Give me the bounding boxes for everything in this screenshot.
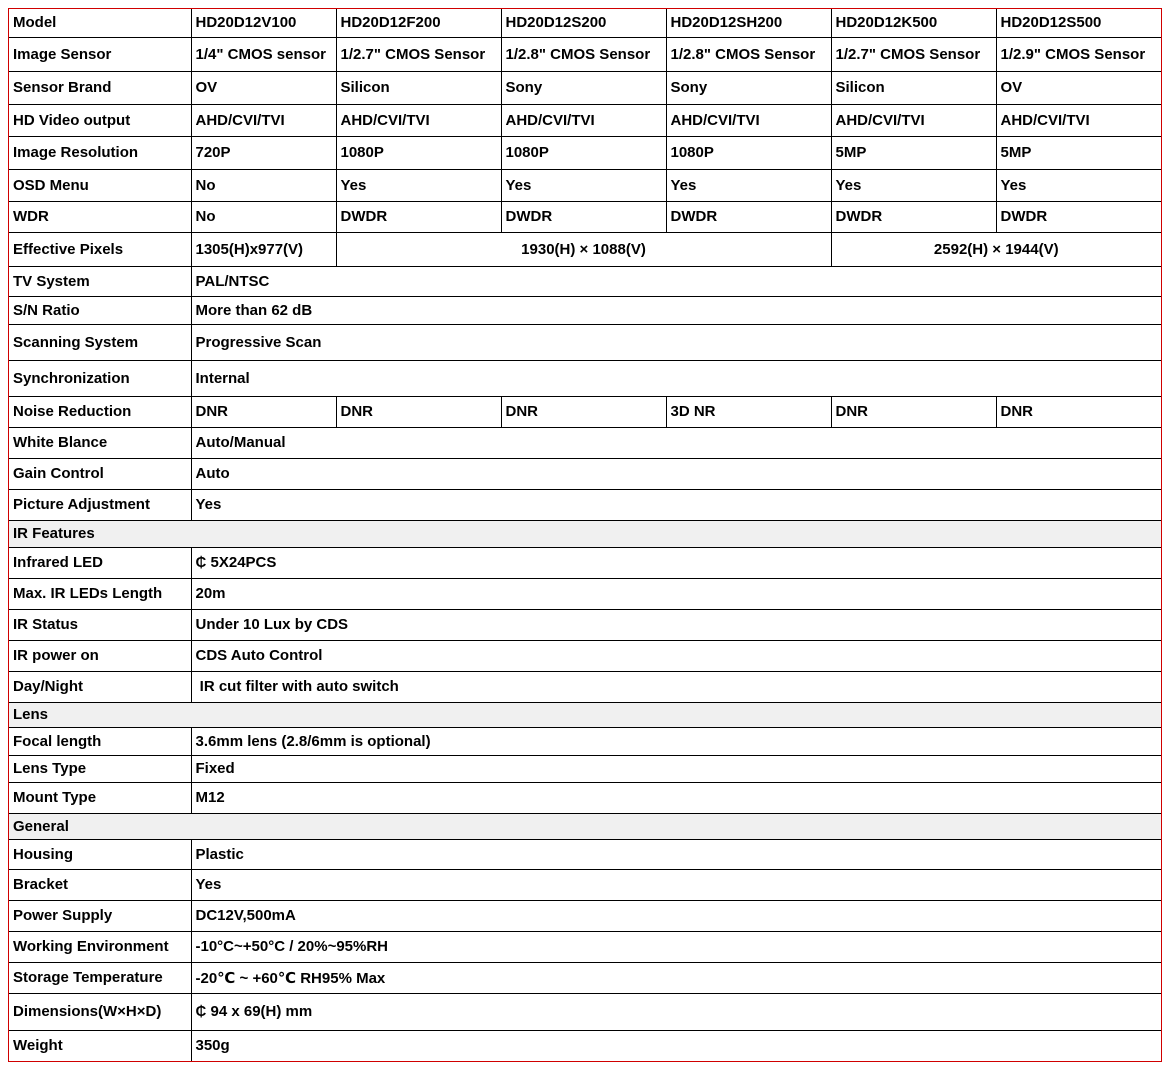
image-sensor-row [9, 37, 1161, 71]
value-cell: DWDR [336, 201, 501, 232]
section-ir-features [9, 520, 1161, 547]
value-cell: 5MP [831, 136, 996, 169]
value-cell: Yes [191, 869, 1161, 900]
row-label: Image Sensor [9, 37, 191, 71]
model-cell: HD20D12S200 [501, 9, 666, 37]
model-cell: HD20D12S500 [996, 9, 1161, 37]
value-cell: DNR [501, 396, 666, 427]
value-cell: 1/2.9" CMOS Sensor [996, 37, 1161, 71]
value-cell: Yes [501, 169, 666, 201]
row-label: Picture Adjustment [9, 489, 191, 520]
mount-type-row [9, 782, 1161, 813]
gain-control-row [9, 458, 1161, 489]
value-cell: 1/4" CMOS sensor [191, 37, 336, 71]
row-label: Image Resolution [9, 136, 191, 169]
value-cell: DC12V,500mA [191, 900, 1161, 931]
header-row [9, 9, 1161, 37]
value-cell: DNR [996, 396, 1161, 427]
picture-adjustment-row [9, 489, 1161, 520]
row-label: Dimensions(W×H×D) [9, 993, 191, 1030]
model-cell: HD20D12F200 [336, 9, 501, 37]
working-environment-row [9, 931, 1161, 962]
housing-row [9, 839, 1161, 869]
value-cell: AHD/CVI/TVI [501, 104, 666, 136]
value-cell: Silicon [831, 71, 996, 104]
row-label: White Blance [9, 427, 191, 458]
white-balance-row [9, 427, 1161, 458]
value-cell: 3.6mm lens (2.8/6mm is optional) [191, 727, 1161, 755]
lens-type-row [9, 755, 1161, 782]
row-label: Bracket [9, 869, 191, 900]
synchronization-row [9, 360, 1161, 396]
section-heading: Lens [9, 702, 1161, 727]
value-cell: DWDR [666, 201, 831, 232]
spec-sheet [8, 8, 1162, 1062]
row-label: Working Environment [9, 931, 191, 962]
section-lens [9, 702, 1161, 727]
effective-pixels-row [9, 232, 1161, 266]
model-cell: HD20D12V100 [191, 9, 336, 37]
value-cell: Yes [191, 489, 1161, 520]
row-label: Storage Temperature [9, 962, 191, 993]
section-heading: IR Features [9, 520, 1161, 547]
value-cell: OV [191, 71, 336, 104]
value-cell: 1080P [501, 136, 666, 169]
row-label: S/N Ratio [9, 296, 191, 324]
value-cell: DNR [831, 396, 996, 427]
value-cell: DWDR [501, 201, 666, 232]
row-label: Housing [9, 839, 191, 869]
value-cell: CDS Auto Control [191, 640, 1161, 671]
value-cell: AHD/CVI/TVI [191, 104, 336, 136]
row-label: OSD Menu [9, 169, 191, 201]
value-cell: AHD/CVI/TVI [336, 104, 501, 136]
value-cell: DWDR [831, 201, 996, 232]
row-label: Lens Type [9, 755, 191, 782]
value-cell: Auto/Manual [191, 427, 1161, 458]
focal-length-row [9, 727, 1161, 755]
value-cell: AHD/CVI/TVI [996, 104, 1161, 136]
row-label: Gain Control [9, 458, 191, 489]
spec-table [9, 9, 1161, 1061]
sensor-brand-row [9, 71, 1161, 104]
value-cell: 1/2.8" CMOS Sensor [666, 37, 831, 71]
row-label: IR power on [9, 640, 191, 671]
hd-video-output-row [9, 104, 1161, 136]
image-resolution-row [9, 136, 1161, 169]
power-supply-row [9, 900, 1161, 931]
value-cell: PAL/NTSC [191, 266, 1161, 296]
row-label: Mount Type [9, 782, 191, 813]
value-cell: Yes [831, 169, 996, 201]
value-cell: Internal [191, 360, 1161, 396]
value-cell: Fixed [191, 755, 1161, 782]
row-label: IR Status [9, 609, 191, 640]
row-label: Synchronization [9, 360, 191, 396]
value-cell: Under 10 Lux by CDS [191, 609, 1161, 640]
value-cell: DNR [336, 396, 501, 427]
merged-value-cell: 1930(H) × 1088(V) [336, 232, 831, 266]
bracket-row [9, 869, 1161, 900]
value-cell: Yes [336, 169, 501, 201]
section-heading: General [9, 813, 1161, 839]
sn-ratio-row [9, 296, 1161, 324]
value-cell: No [191, 201, 336, 232]
row-label: Scanning System [9, 324, 191, 360]
value-cell: IR cut filter with auto switch [191, 671, 1161, 702]
value-cell: 1/2.8" CMOS Sensor [501, 37, 666, 71]
value-cell: ₵ 94 x 69(H) mm [191, 993, 1161, 1030]
model-cell: HD20D12SH200 [666, 9, 831, 37]
value-cell: 1305(H)x977(V) [191, 232, 336, 266]
value-cell: 20m [191, 578, 1161, 609]
value-cell: Auto [191, 458, 1161, 489]
value-cell: No [191, 169, 336, 201]
ir-power-on-row [9, 640, 1161, 671]
value-cell: 3D NR [666, 396, 831, 427]
value-cell: DNR [191, 396, 336, 427]
value-cell: 1080P [666, 136, 831, 169]
dimensions-row [9, 993, 1161, 1030]
value-cell: Yes [996, 169, 1161, 201]
value-cell: AHD/CVI/TVI [666, 104, 831, 136]
storage-temperature-row [9, 962, 1161, 993]
row-label: Weight [13, 1037, 63, 1055]
model-cell: HD20D12K500 [831, 9, 996, 37]
value-cell: DWDR [996, 201, 1161, 232]
value-cell: 5MP [996, 136, 1161, 169]
row-label: Sensor Brand [9, 71, 191, 104]
row-label: TV System [9, 266, 191, 296]
value-cell: Sony [501, 71, 666, 104]
model-label: Model [9, 9, 191, 37]
row-label: Noise Reduction [9, 396, 191, 427]
day-night-row [9, 671, 1161, 702]
value-cell: AHD/CVI/TVI [831, 104, 996, 136]
merged-value-cell: 2592(H) × 1944(V) [831, 232, 1161, 266]
value-cell: More than 62 dB [191, 296, 1161, 324]
row-label: WDR [9, 201, 191, 232]
value-cell: Sony [666, 71, 831, 104]
row-label: Max. IR LEDs Length [9, 578, 191, 609]
row-label: HD Video output [9, 104, 191, 136]
row-label: Infrared LED [9, 547, 191, 578]
tv-system-row [9, 266, 1161, 296]
row-label: Power Supply [9, 900, 191, 931]
value-cell: M12 [191, 782, 1161, 813]
value-cell: -10°C~+50°C / 20%~95%RH [191, 931, 1161, 962]
value-cell: 1/2.7" CMOS Sensor [336, 37, 501, 71]
section-general [9, 813, 1161, 839]
value-cell: OV [996, 71, 1161, 104]
scanning-system-row [9, 324, 1161, 360]
value-cell: Progressive Scan [191, 324, 1161, 360]
ir-status-row [9, 609, 1161, 640]
osd-menu-row [9, 169, 1161, 201]
noise-reduction-row [9, 396, 1161, 427]
infrared-led-row [9, 547, 1161, 578]
row-label: Day/Night [9, 671, 191, 702]
row-label: Effective Pixels [9, 232, 191, 266]
weight-row [9, 1030, 1161, 1061]
wdr-row [9, 201, 1161, 232]
value-cell: -20℃ ~ +60℃ RH95% Max [191, 962, 1161, 993]
value-cell: 1/2.7" CMOS Sensor [831, 37, 996, 71]
value-cell: 1080P [336, 136, 501, 169]
value-cell: Silicon [336, 71, 501, 104]
value-cell: 350g [191, 1030, 1161, 1061]
value-cell: ₵ 5X24PCS [191, 547, 1161, 578]
row-label: Focal length [9, 727, 191, 755]
value-cell: 720P [191, 136, 336, 169]
value-cell: Yes [666, 169, 831, 201]
max-ir-length-row [9, 578, 1161, 609]
value-cell: Plastic [191, 839, 1161, 869]
